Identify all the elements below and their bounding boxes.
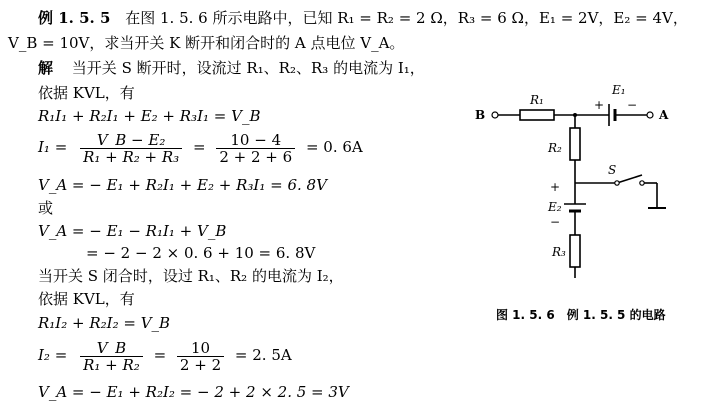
eq7-denominator-1: R₁ + R₂ xyxy=(83,355,140,374)
terminal-a xyxy=(647,112,653,118)
eq2-result: = 0. 6A xyxy=(305,138,363,156)
equation-2 xyxy=(38,130,363,165)
eq7-fraction-1 xyxy=(80,340,143,373)
eq7-equals: = xyxy=(153,346,167,364)
circuit-diagram xyxy=(470,80,705,280)
example-label: 例 1. 5. 5 xyxy=(38,9,111,27)
e2-plus-sign: + xyxy=(550,180,561,194)
figure-caption: 图 1. 5. 6 例 1. 5. 5 的电路 xyxy=(496,308,666,322)
kvl-intro: 依据 KVL，有 xyxy=(38,84,135,102)
eq7-result: = 2. 5A xyxy=(234,346,292,364)
eq2-equals: = xyxy=(192,138,206,156)
equation-8: V_A = − E₁ + R₂I₂ = − 2 + 2 × 2. 5 = 3V xyxy=(38,383,349,401)
eq2-lhs: I₁ = xyxy=(38,138,68,156)
equation-6: R₁I₂ + R₂I₂ = V_B xyxy=(38,314,171,332)
kvl-intro-2: 依据 KVL，有 xyxy=(38,290,135,308)
junction-dot xyxy=(573,113,577,117)
e1-minus-sign: − xyxy=(627,98,638,112)
eq2-denominator-1: R₁ + R₂ + R₃ xyxy=(83,147,180,166)
eq7-fraction-2 xyxy=(177,340,224,373)
equation-3: V_A = − E₁ + R₂I₁ + E₂ + R₃I₁ = 6. 8V xyxy=(38,176,327,194)
e1-plus-sign: + xyxy=(594,98,605,112)
equation-4: V_A = − E₁ − R₁I₁ + V_B xyxy=(38,222,227,240)
closed-intro: 当开关 S 闭合时，设过 R₁、R₂ 的电流为 I₂， xyxy=(38,267,344,285)
equation-7 xyxy=(38,338,292,373)
eq2-numerator-2: 10 − 4 xyxy=(216,132,295,149)
switch-s-blade xyxy=(617,175,642,183)
e2-label: E₂ xyxy=(548,200,562,214)
node-a-label: A xyxy=(659,108,669,122)
e1-label: E₁ xyxy=(612,83,626,97)
or-text: 或 xyxy=(38,199,54,217)
solution-line-1 xyxy=(38,58,425,78)
eq2-fraction-1 xyxy=(80,132,182,165)
r3-label: R₃ xyxy=(552,245,566,259)
terminal-b xyxy=(492,112,498,118)
problem-text-2: V_B = 10V，求当开关 K 断开和闭合时的 A 点电位 V_A。 xyxy=(8,34,405,52)
eq2-denominator-2: 2 + 2 + 6 xyxy=(219,147,293,166)
eq7-numerator-1: V_B xyxy=(80,340,143,357)
resistor-r2 xyxy=(570,128,580,160)
r2-label: R₂ xyxy=(548,141,562,155)
solution-label: 解 xyxy=(38,59,54,77)
problem-text-1: 在图 1. 5. 6 所示电路中，已知 R₁ = R₂ = 2 Ω，R₃ = 6 Ω，E₁ = 2V，E₂ = 4V， xyxy=(125,9,688,27)
node-b-label: B xyxy=(475,108,486,122)
eq2-fraction-2 xyxy=(216,132,295,165)
eq7-numerator-2: 10 xyxy=(177,340,224,357)
problem-line-1 xyxy=(38,8,688,28)
eq2-numerator-1: V_B − E₂ xyxy=(80,132,182,149)
resistor-r1 xyxy=(520,110,554,120)
r1-label: R₁ xyxy=(530,93,544,107)
eq7-denominator-2: 2 + 2 xyxy=(179,355,222,374)
resistor-r3 xyxy=(570,235,580,267)
switch-label: S xyxy=(608,163,617,177)
equation-1: R₁I₁ + R₂I₁ + E₂ + R₃I₁ = V_B xyxy=(38,107,261,125)
eq7-lhs: I₂ = xyxy=(38,346,68,364)
open-intro: 当开关 S 断开时，设流过 R₁、R₂、R₃ 的电流为 I₁， xyxy=(71,59,425,77)
switch-contact-left xyxy=(615,181,619,185)
equation-5: = − 2 − 2 × 0. 6 + 10 = 6. 8V xyxy=(86,244,316,262)
e2-minus-sign: − xyxy=(550,215,561,229)
switch-contact-right xyxy=(640,181,644,185)
